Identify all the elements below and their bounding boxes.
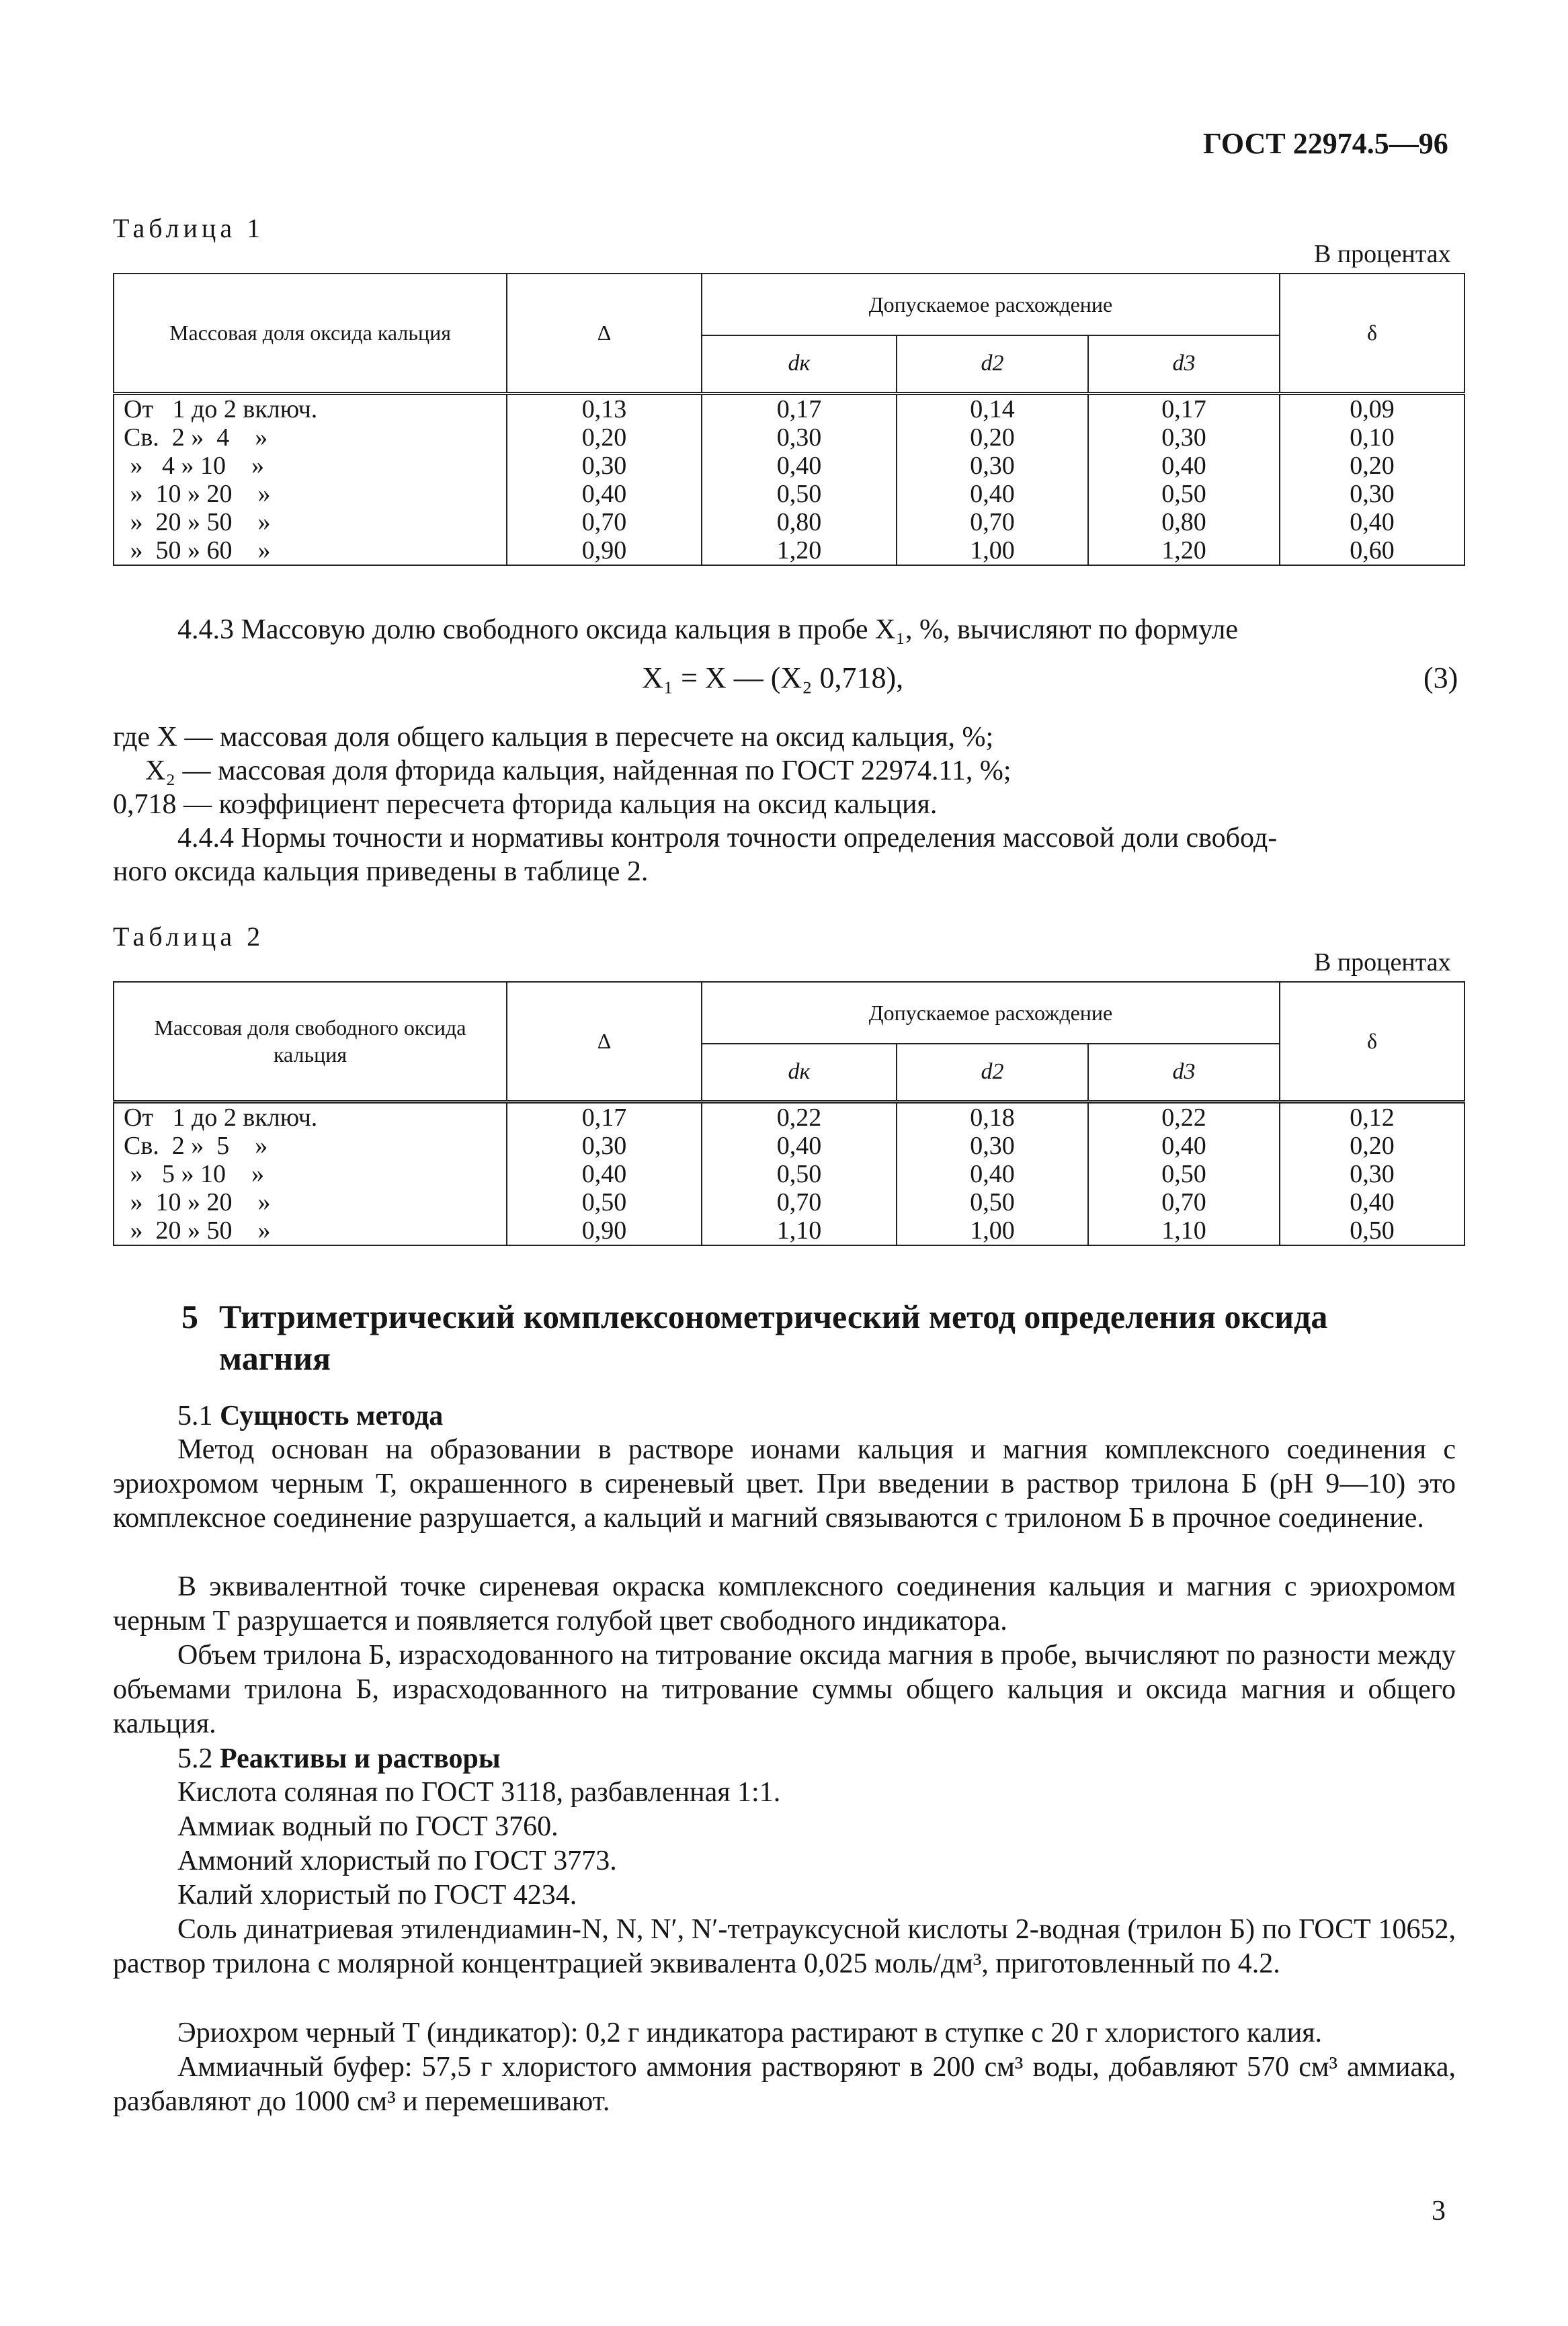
cell-dk: 0,17 [702,393,897,423]
cell-delta: 0,40 [507,1160,702,1188]
s51-number: 5.1 [177,1401,213,1431]
cell-delta: 0,40 [507,480,702,508]
table1-header-mass-fraction: Массовая доля оксида кальция [114,274,507,393]
s444-line-1: 4.4.4 Нормы точности и нормативы контроля точности определения массовой доли свобод- [177,823,1278,854]
reagent-4: Калий хлористый по ГОСТ 4234. [177,1880,577,1911]
cell-sigma: 0,30 [1280,1160,1464,1188]
table1-header-delta: Δ [507,274,702,393]
paragraph-3: Объем трилона Б, израсходованного на титрование оксида магния в пробе, вычисляют по разности между объемами трилона Б, израсходованного на титрование суммы общего кальция и оксида магния и общего кальция. [113,1640,1456,1739]
cell-sigma: 0,12 [1280,1102,1464,1132]
cell-delta: 0,90 [507,536,702,565]
cell-d2: 0,40 [897,480,1088,508]
cell-dk: 0,40 [702,452,897,480]
cell-sigma: 0,20 [1280,452,1464,480]
cell-d3: 0,30 [1088,423,1280,452]
cell-delta: 0,70 [507,508,702,536]
cell-d2: 0,14 [897,393,1088,423]
where-line-3: 0,718 — коэффициент пересчета фторида кальция на оксид кальция. [113,789,938,820]
table-row [114,1132,1464,1160]
s51-heading [177,1399,443,1434]
paragraph-1: Метод основан на образовании в растворе ионами кальция и магния комплексного соединения с эриохромом черным Т, окрашенного в сиреневый цвет. При введении в раствор трилона Б (рН 9—10) это комплексное соединение разрушается, а кальций и магний связываются с трилоном Б в прочное соединение. [113,1434,1456,1534]
row-label: » 50 » 60 » [114,536,507,565]
page-number: 3 [1432,2196,1446,2227]
table2-header-mass-fraction [114,982,507,1102]
table-row [114,1216,1464,1245]
table1-header-dk: dк [702,335,897,393]
section-title-text: Титриметрический комплексонометрический метод определения оксида магния [219,1298,1328,1377]
row-label: » 20 » 50 » [114,508,507,536]
table-row [114,480,1464,508]
s52-number: 5.2 [177,1743,213,1774]
s52-heading [177,1742,501,1776]
cell-d3: 0,80 [1088,508,1280,536]
row-label: » 10 » 20 » [114,480,507,508]
row-label: » 20 » 50 » [114,1216,507,1245]
table1-unit: В процентах [1314,240,1451,268]
cell-sigma: 0,40 [1280,508,1464,536]
table-row [114,423,1464,452]
cell-dk: 1,20 [702,536,897,565]
formula-3: X₁ = X — (X₂ 0,718), [642,661,904,694]
row-label: » 10 » 20 » [114,1188,507,1216]
table2-header-dk: dк [702,1044,897,1102]
cell-d2: 0,18 [897,1102,1088,1132]
s444-line-2: ного оксида кальция приведены в таблице 2. [113,856,649,887]
cell-delta: 0,13 [507,393,702,423]
equation-number: (3) [1423,661,1458,694]
cell-delta: 0,30 [507,452,702,480]
cell-delta: 0,30 [507,1132,702,1160]
cell-delta: 0,17 [507,1102,702,1132]
standard-code: ГОСТ 22974.5—96 [1203,127,1448,160]
row-label: » 5 » 10 » [114,1160,507,1188]
row-label: От 1 до 2 включ. [114,393,507,423]
reagent-6: Эриохром черный Т (индикатор): 0,2 г индикатора растирают в ступке с 20 г хлористого калия. [177,2018,1323,2048]
cell-d3: 0,17 [1088,393,1280,423]
table2-caption: Таблица 2 [113,921,265,952]
s443-text: 4.4.3 Массовую долю свободного оксида кальция в пробе X₁, %, вычисляют по формуле [177,614,1239,645]
row-label: Св. 2 » 4 » [114,423,507,452]
cell-d2: 0,50 [897,1188,1088,1216]
table1-caption: Таблица 1 [113,213,265,243]
reagent-2: Аммиак водный по ГОСТ 3760. [177,1811,559,1842]
cell-sigma: 0,40 [1280,1188,1464,1216]
table-row [114,1160,1464,1188]
cell-d3: 0,40 [1088,1132,1280,1160]
table1-header-discrepancy: Допускаемое расхождение [702,274,1280,335]
cell-sigma: 0,50 [1280,1216,1464,1245]
cell-sigma: 0,10 [1280,423,1464,452]
cell-sigma: 0,20 [1280,1132,1464,1160]
cell-d3: 0,70 [1088,1188,1280,1216]
cell-delta: 0,90 [507,1216,702,1245]
table-row [114,508,1464,536]
reagent-5: Соль динатриевая этилендиамин-N, N, N′, N′-тетрауксусной кислоты 2-водная (трилон Б) по ГОСТ 10652, раствор трилона с молярной концентрацией эквивалента 0,025 моль/дм³, приготовленный по 4.2. [113,1914,1456,1979]
cell-sigma: 0,09 [1280,393,1464,423]
paragraph-2: В эквивалентной точке сиреневая окраска комплексного соединения кальция и магния с эриохромом черным Т разрушается и появляется голубой цвет свободного индикатора. [113,1571,1456,1636]
s51-title: Сущность метода [220,1401,444,1431]
cell-dk: 0,30 [702,423,897,452]
table1 [113,273,1465,566]
cell-d3: 1,10 [1088,1216,1280,1245]
table-row [114,536,1464,565]
reagent-3: Аммоний хлористый по ГОСТ 3773. [177,1845,617,1876]
table1-header-d3: d3 [1088,335,1280,393]
cell-d3: 0,40 [1088,452,1280,480]
table2-header-line-1: Массовая доля свободного оксида [154,1015,466,1040]
cell-dk: 0,70 [702,1188,897,1216]
cell-dk: 0,40 [702,1132,897,1160]
cell-d2: 0,20 [897,423,1088,452]
reagent-1: Кислота соляная по ГОСТ 3118, разбавленная 1:1. [177,1777,781,1808]
table1-header-d2: d2 [897,335,1088,393]
table2-unit: В процентах [1314,948,1451,977]
table-row [114,393,1464,423]
cell-sigma: 0,60 [1280,536,1464,565]
cell-d3: 0,22 [1088,1102,1280,1132]
cell-d2: 0,40 [897,1160,1088,1188]
table2-header-d2: d2 [897,1044,1088,1102]
s52-title: Реактивы и растворы [220,1743,501,1774]
cell-dk: 0,50 [702,1160,897,1188]
row-label: От 1 до 2 включ. [114,1102,507,1132]
cell-d3: 1,20 [1088,536,1280,565]
section-number: 5 [181,1298,198,1335]
cell-delta: 0,20 [507,423,702,452]
cell-d2: 0,30 [897,452,1088,480]
cell-d2: 1,00 [897,1216,1088,1245]
cell-dk: 0,50 [702,480,897,508]
cell-d2: 0,70 [897,508,1088,536]
row-label: Св. 2 » 5 » [114,1132,507,1160]
table2 [113,981,1465,1246]
table2-header-sigma: δ [1280,982,1464,1102]
cell-sigma: 0,30 [1280,480,1464,508]
table2-header-delta: Δ [507,982,702,1102]
table2-header-discrepancy: Допускаемое расхождение [702,982,1280,1044]
table-row [114,1102,1464,1132]
cell-delta: 0,50 [507,1188,702,1216]
cell-d2: 1,00 [897,536,1088,565]
table1-header-sigma: δ [1280,274,1464,393]
cell-dk: 1,10 [702,1216,897,1245]
reagent-7: Аммиачный буфер: 57,5 г хлористого аммония растворяют в 200 см³ воды, добавляют 570 см³ аммиака, разбавляют до 1000 см³ и перемешивают. [113,2052,1456,2117]
table-row [114,452,1464,480]
table2-header-d3: d3 [1088,1044,1280,1102]
row-label: » 4 » 10 » [114,452,507,480]
where-line-2: X₂ — массовая доля фторида кальция, найденная по ГОСТ 22974.11, %; [145,755,1012,786]
table2-header-line-2: кальция [273,1042,347,1067]
table-row [114,1188,1464,1216]
cell-d3: 0,50 [1088,480,1280,508]
cell-dk: 0,22 [702,1102,897,1132]
cell-d3: 0,50 [1088,1160,1280,1188]
where-line-1: где X — массовая доля общего кальция в пересчете на оксид кальция, %; [113,722,994,753]
cell-d2: 0,30 [897,1132,1088,1160]
cell-dk: 0,80 [702,508,897,536]
